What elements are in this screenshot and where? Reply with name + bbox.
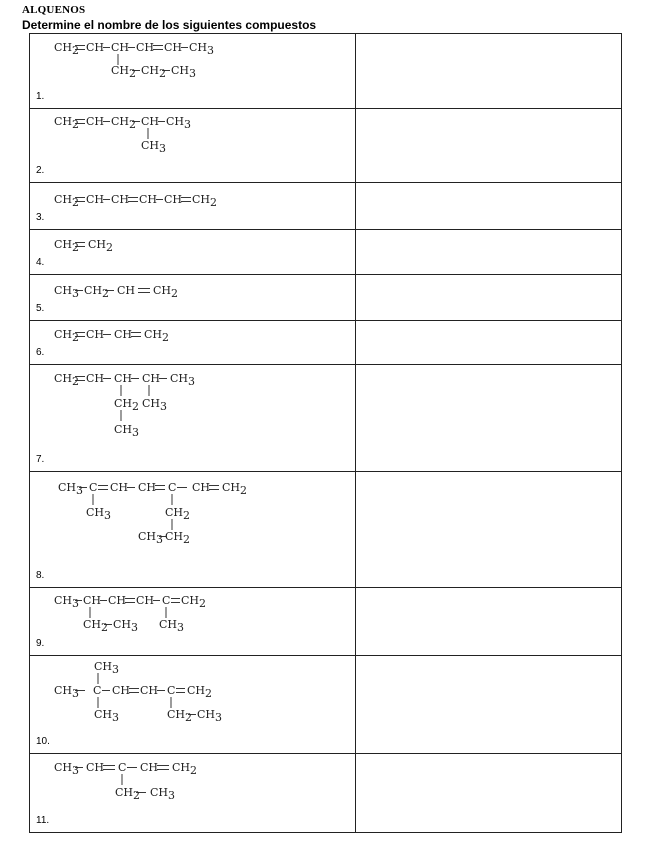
atom-group: CH3 — [114, 423, 140, 439]
subscript: 3 — [168, 789, 176, 802]
atom-group: C — [118, 761, 127, 774]
atom-group: CH — [86, 41, 105, 54]
atom-group: CH3 — [150, 786, 176, 802]
exercise-row — [30, 588, 622, 656]
subscript: 2 — [72, 375, 80, 388]
subscript: 2 — [132, 400, 140, 413]
atom-group: CH3 — [142, 397, 168, 413]
atom-group: CH3 — [171, 64, 197, 80]
exercise-number: 7. — [36, 454, 45, 465]
atom-group: CH2 — [222, 481, 248, 497]
atom-group: CH — [164, 193, 183, 206]
subscript: 3 — [72, 764, 80, 777]
exercise-number: 5. — [36, 303, 45, 314]
subscript: 2 — [183, 509, 191, 522]
atom-group: CH — [110, 481, 129, 494]
worksheet-instructions: Determine el nombre de los siguientes compuestos — [22, 18, 317, 32]
atom-group: CH — [142, 372, 161, 385]
atom-group: CH3 — [58, 481, 84, 497]
formula-cell — [30, 183, 356, 230]
atom-group: CH2 — [84, 284, 110, 300]
exercise-row — [30, 109, 622, 183]
subscript: 2 — [72, 44, 80, 57]
subscript: 3 — [131, 621, 139, 634]
subscript: 2 — [72, 331, 80, 344]
atom-group: CH3 — [86, 506, 112, 522]
atom-group: CH — [117, 284, 136, 297]
exercise-row — [30, 275, 622, 321]
subscript: 2 — [185, 711, 193, 724]
subscript: 2 — [106, 241, 114, 254]
subscript: 2 — [159, 67, 167, 80]
atom-group: CH3 — [94, 660, 120, 676]
answer-cell[interactable] — [356, 472, 622, 588]
atom-group: CH2 — [54, 328, 80, 344]
subscript: 2 — [190, 764, 198, 777]
exercise-number: 10. — [36, 736, 50, 747]
atom-group: CH — [83, 594, 102, 607]
atom-group: CH2 — [141, 64, 167, 80]
subscript: 3 — [215, 711, 223, 724]
formula-cell — [30, 109, 356, 183]
worksheet-title: ALQUENOS — [22, 4, 86, 16]
exercise-number: 2. — [36, 165, 45, 176]
subscript: 2 — [129, 67, 137, 80]
atom-group: CH2 — [111, 64, 137, 80]
exercise-number: 3. — [36, 212, 45, 223]
atom-group: CH — [164, 41, 183, 54]
atom-group: C — [167, 684, 176, 697]
structural-formula — [30, 656, 355, 753]
answer-cell[interactable] — [356, 275, 622, 321]
formula-cell — [30, 275, 356, 321]
atom-group: CH — [86, 372, 105, 385]
answer-cell[interactable] — [356, 321, 622, 365]
atom-group: CH — [111, 193, 130, 206]
atom-group: CH — [114, 328, 133, 341]
atom-group: CH — [139, 193, 158, 206]
exercise-table — [29, 33, 622, 833]
exercise-row — [30, 183, 622, 230]
subscript: 3 — [184, 118, 192, 131]
formula-cell — [30, 588, 356, 656]
subscript: 3 — [188, 375, 196, 388]
atom-group: CH2 — [144, 328, 170, 344]
atom-group: CH2 — [54, 41, 80, 57]
atom-group: CH3 — [94, 708, 120, 724]
atom-group: CH — [108, 594, 127, 607]
atom-group: CH2 — [54, 193, 80, 209]
answer-cell[interactable] — [356, 183, 622, 230]
atom-group: CH — [136, 41, 155, 54]
answer-cell[interactable] — [356, 754, 622, 833]
atom-group: CH2 — [83, 618, 109, 634]
subscript: 3 — [159, 142, 167, 155]
atom-group: CH2 — [54, 238, 80, 254]
subscript: 2 — [101, 621, 109, 634]
structural-formula — [30, 34, 355, 108]
subscript: 2 — [162, 331, 170, 344]
structural-formula — [30, 472, 355, 587]
subscript: 3 — [72, 687, 80, 700]
atom-group: CH3 — [170, 372, 196, 388]
answer-cell[interactable] — [356, 109, 622, 183]
atom-group: CH — [112, 684, 131, 697]
atom-group: CH2 — [167, 708, 193, 724]
exercise-number: 8. — [36, 570, 45, 581]
formula-cell — [30, 656, 356, 754]
atom-group: CH — [140, 761, 159, 774]
exercise-number: 11. — [36, 815, 50, 826]
atom-group: C — [162, 594, 171, 607]
atom-group: CH2 — [165, 530, 191, 546]
atom-group: CH2 — [192, 193, 218, 209]
structural-formula — [30, 109, 355, 182]
atom-group: CH3 — [138, 530, 164, 546]
subscript: 3 — [112, 663, 120, 676]
formula-cell — [30, 754, 356, 833]
atom-group: CH2 — [181, 594, 207, 610]
subscript: 2 — [133, 789, 141, 802]
structural-formula — [30, 754, 355, 832]
atom-group: CH2 — [115, 786, 141, 802]
structural-formula — [30, 183, 355, 229]
subscript: 3 — [160, 400, 168, 413]
subscript: 2 — [171, 287, 179, 300]
subscript: 3 — [177, 621, 185, 634]
answer-cell[interactable] — [356, 365, 622, 472]
atom-group: CH3 — [166, 115, 192, 131]
atom-group: CH — [136, 594, 155, 607]
atom-group: CH3 — [113, 618, 139, 634]
structural-formula — [30, 275, 355, 320]
atom-group: CH3 — [54, 684, 80, 700]
exercise-row — [30, 365, 622, 472]
atom-group: CH2 — [153, 284, 179, 300]
subscript: 3 — [76, 484, 84, 497]
answer-cell[interactable] — [356, 588, 622, 656]
subscript: 2 — [210, 196, 218, 209]
subscript: 3 — [112, 711, 120, 724]
atom-group: CH3 — [141, 139, 167, 155]
answer-cell[interactable] — [356, 230, 622, 275]
atom-group: CH2 — [54, 115, 80, 131]
answer-cell[interactable] — [356, 656, 622, 754]
exercise-row — [30, 472, 622, 588]
atom-group: CH — [86, 115, 105, 128]
atom-group: C — [89, 481, 98, 494]
atom-group: CH — [192, 481, 211, 494]
formula-cell — [30, 34, 356, 109]
atom-group: CH — [86, 328, 105, 341]
exercise-row — [30, 34, 622, 109]
exercise-row — [30, 656, 622, 754]
formula-cell — [30, 321, 356, 365]
atom-group: CH — [111, 41, 130, 54]
atom-group: CH — [138, 481, 157, 494]
atom-group: CH2 — [172, 761, 198, 777]
formula-cell — [30, 365, 356, 472]
subscript: 2 — [205, 687, 213, 700]
subscript: 3 — [104, 509, 112, 522]
atom-group: CH3 — [189, 41, 215, 57]
subscript: 3 — [72, 287, 80, 300]
answer-cell[interactable] — [356, 34, 622, 109]
subscript: 2 — [102, 287, 110, 300]
atom-group: CH2 — [114, 397, 140, 413]
subscript: 3 — [207, 44, 215, 57]
subscript: 2 — [72, 241, 80, 254]
exercise-number: 6. — [36, 347, 45, 358]
atom-group: CH3 — [54, 594, 80, 610]
exercise-row — [30, 230, 622, 275]
subscript: 3 — [156, 533, 164, 546]
subscript: 3 — [132, 426, 140, 439]
atom-group: CH2 — [187, 684, 213, 700]
subscript: 2 — [240, 484, 248, 497]
atom-group: CH — [114, 372, 133, 385]
subscript: 2 — [72, 118, 80, 131]
exercise-number: 1. — [36, 91, 45, 102]
structural-formula — [30, 321, 355, 364]
atom-group: CH3 — [54, 284, 80, 300]
atom-group: CH — [141, 115, 160, 128]
atom-group: CH — [86, 193, 105, 206]
atom-group: CH2 — [165, 506, 191, 522]
atom-group: CH3 — [54, 761, 80, 777]
exercise-row — [30, 321, 622, 365]
formula-cell — [30, 472, 356, 588]
atom-group: C — [168, 481, 177, 494]
subscript: 3 — [189, 67, 197, 80]
exercise-row — [30, 754, 622, 833]
subscript: 2 — [72, 196, 80, 209]
atom-group: C — [93, 684, 102, 697]
exercise-number: 4. — [36, 257, 45, 268]
atom-group: CH2 — [111, 115, 137, 131]
formula-cell — [30, 230, 356, 275]
structural-formula — [30, 230, 355, 274]
structural-formula — [30, 588, 355, 655]
atom-group: CH3 — [197, 708, 223, 724]
atom-group: CH — [140, 684, 159, 697]
atom-group: CH2 — [88, 238, 114, 254]
atom-group: CH2 — [54, 372, 80, 388]
atom-group: CH — [86, 761, 105, 774]
subscript: 2 — [183, 533, 191, 546]
structural-formula — [30, 365, 355, 471]
exercise-number: 9. — [36, 638, 45, 649]
subscript: 2 — [199, 597, 207, 610]
atom-group: CH3 — [159, 618, 185, 634]
subscript: 2 — [129, 118, 137, 131]
subscript: 3 — [72, 597, 80, 610]
